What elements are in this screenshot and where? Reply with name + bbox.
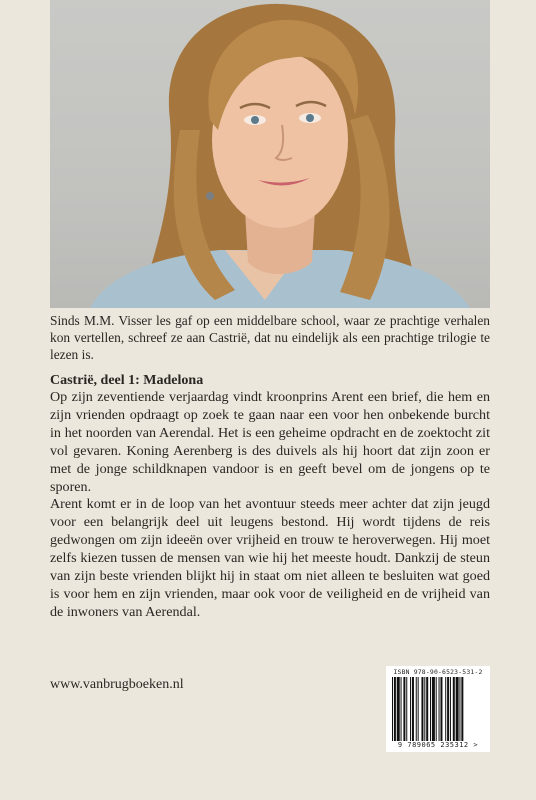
barcode-bar — [424, 677, 425, 741]
barcode-digits: 9 789065 235312 > — [397, 741, 479, 749]
barcode-bar — [456, 677, 459, 741]
barcode-bars — [392, 677, 484, 741]
synopsis-paragraph: Arent komt er in de loop van het avontuur steeds meer achter dat zijn jeugd voor een belangrijk deel uit leugens bestond. Hij wordt tijdens de reis gedwongen om zijn ideeën over vrijheid en trouw te heroverwegen. Hij moet zelfs kiezen tussen de mensen van wie hij het meeste houdt. Dankzij de steun van zijn beste vrienden blijkt hij in staat om niet alleen te besluiten wat goed is voor hem en zijn vrienden, maar ook voor de veiligheid en de vrijheid van de inwoners van Aerendal. — [50, 496, 490, 620]
barcode-bar — [450, 677, 451, 741]
barcode-bar — [403, 677, 405, 741]
publisher-website: www.vanbrugboeken.nl — [50, 677, 184, 692]
barcode-bar — [397, 677, 400, 741]
barcode-bar — [406, 677, 407, 741]
barcode-bar — [401, 677, 402, 741]
barcode-bar — [418, 677, 419, 741]
barcode-bar — [392, 677, 393, 741]
barcode-bar — [439, 677, 440, 741]
author-portrait-illustration — [50, 0, 490, 308]
barcode-bar — [412, 677, 414, 741]
author-photo — [50, 0, 490, 308]
barcode-bar — [432, 677, 435, 741]
barcode-bar — [410, 677, 411, 741]
barcode-bar — [459, 677, 460, 741]
isbn-label: ISBN 978-90-6523-531-2 — [393, 668, 483, 676]
barcode-bar — [440, 677, 442, 741]
barcode-bar — [447, 677, 449, 741]
barcode-bar — [426, 677, 428, 741]
book-subtitle: Castrië, deel 1: Madelona — [50, 373, 204, 388]
barcode-bar — [430, 677, 431, 741]
barcode-bar — [421, 677, 423, 741]
barcode-bar — [453, 677, 455, 741]
author-bio: Sinds M.M. Visser les gaf op een middelbare school, waar ze prachtige verhalen kon vertellen, schreef ze aan Castrië, dat nu eindelijk als een prachtige trilogie te lezen is. — [50, 313, 490, 363]
barcode-bar — [445, 677, 446, 741]
barcode-bar — [436, 677, 437, 741]
isbn-barcode — [386, 666, 490, 752]
barcode-bar — [416, 677, 417, 741]
book-synopsis — [50, 389, 490, 622]
barcode-bar — [394, 677, 396, 741]
synopsis-paragraph: Op zijn zeventiende verjaardag vindt kroonprins Arent een brief, die hem en zijn vrienden opdraagt op zoek te gaan naar een voor hen onbekende burcht in het noorden van Aerendal. Het is een geheime opdracht en de zoektocht zit vol gevaren. Koning Aerenberg is des duivels als hij hoort dat zijn zoon er met de jonge schildknapen vandoor is en geeft bevel om de jongens op te sporen. — [50, 389, 490, 495]
barcode-bar — [461, 677, 463, 741]
